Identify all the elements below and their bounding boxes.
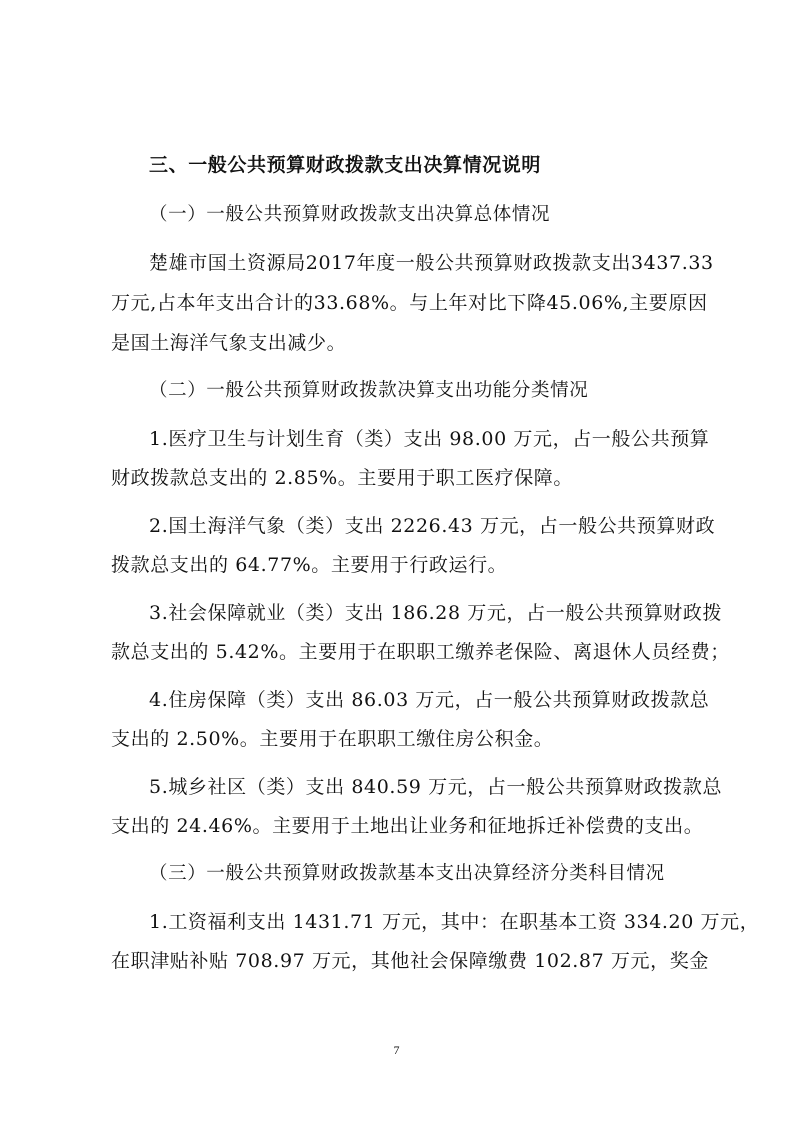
paragraph-line: 楚雄市国土资源局2017年度一般公共预算财政拨款支出3437.33 bbox=[149, 252, 714, 274]
list-item-line: 3.社会保障就业（类）支出 186.28 万元，占一般公共预算财政拨 bbox=[149, 602, 723, 624]
list-item-line: 4.住房保障（类）支出 86.03 万元，占一般公共预算财政拨款总 bbox=[149, 689, 710, 711]
list-item-line: 支出的 24.46%。主要用于土地出让业务和征地拆迁补偿费的支出。 bbox=[111, 815, 704, 837]
list-item-line: 拨款总支出的 64.77%。主要用于行政运行。 bbox=[111, 554, 508, 576]
paragraph-line: 万元,占本年支出合计的33.68%。与上年对比下降45.06%,主要原因 bbox=[111, 292, 708, 314]
list-item-line: 2.国土海洋气象（类）支出 2226.43 万元，占一般公共预算财政 bbox=[149, 515, 716, 537]
page-number: 7 bbox=[393, 1043, 400, 1057]
list-item-line: 财政拨款总支出的 2.85%。主要用于职工医疗保障。 bbox=[111, 467, 573, 489]
list-item-line: 款总支出的 5.42%。主要用于在职职工缴养老保险、离退休人员经费； bbox=[111, 641, 730, 663]
subsection-title-3: （三）一般公共预算财政拨款基本支出决算经济分类科目情况 bbox=[149, 863, 665, 884]
list-item-line: 支出的 2.50%。主要用于在职职工缴住房公积金。 bbox=[111, 728, 554, 750]
paragraph-line: 1.工资福利支出 1431.71 万元，其中：在职基本工资 334.20 万元， bbox=[149, 911, 760, 933]
paragraph-line: 是国土海洋气象支出减少。 bbox=[111, 332, 347, 354]
list-item-line: 1.医疗卫生与计划生育（类）支出 98.00 万元，占一般公共预算 bbox=[149, 428, 710, 450]
paragraph-line: 在职津贴补贴 708.97 万元，其他社会保障缴费 102.87 万元，奖金 bbox=[111, 950, 709, 972]
list-item-line: 5.城乡社区（类）支出 840.59 万元，占一般公共预算财政拨款总 bbox=[149, 776, 723, 798]
subsection-title-1: （一）一般公共预算财政拨款支出决算总体情况 bbox=[149, 204, 551, 225]
section-title: 三、一般公共预算财政拨款支出决算情况说明 bbox=[149, 154, 542, 176]
subsection-title-2: （二）一般公共预算财政拨款决算支出功能分类情况 bbox=[149, 380, 589, 401]
